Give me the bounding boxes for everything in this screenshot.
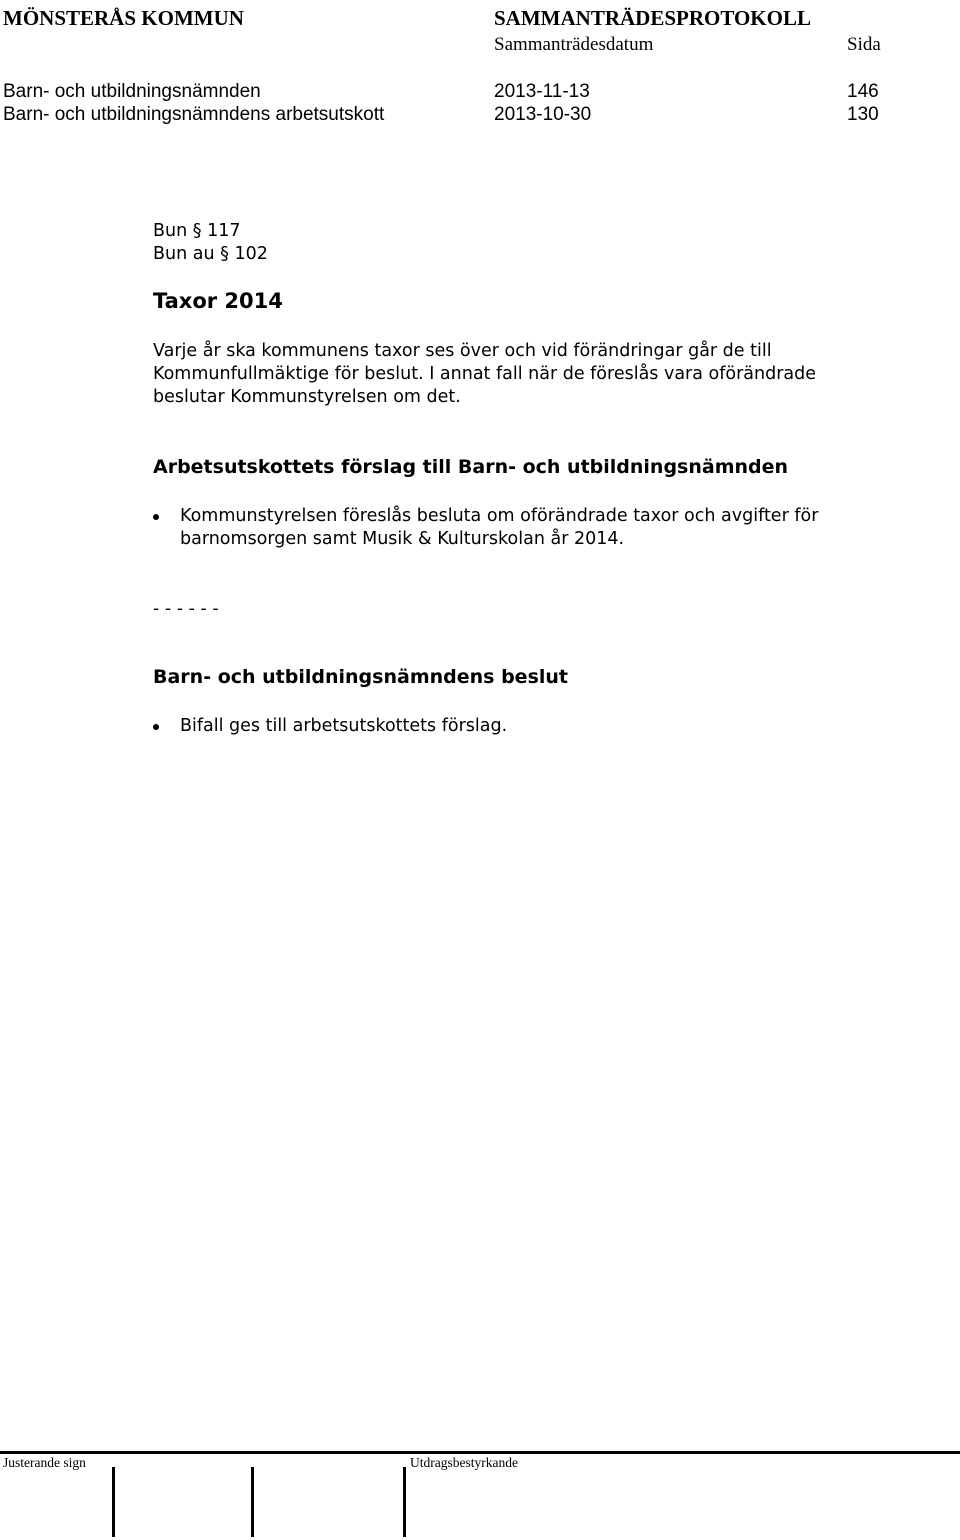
item-title: Taxor 2014: [153, 289, 283, 313]
paragraph-line: beslutar Kommunstyrelsen om det.: [153, 387, 461, 407]
document-type: SAMMANTRÄDESPROTOKOLL: [494, 6, 811, 30]
paragraph-line: Varje år ska kommunens taxor ses över och vid förändringar går de till: [153, 341, 772, 361]
page-column-label: Sida: [847, 34, 881, 55]
signature-box-divider: [403, 1467, 406, 1537]
section-separator: - - - - - -: [153, 599, 219, 619]
utdragsbestyrkande-label: Utdragsbestyrkande: [410, 1455, 518, 1470]
meeting-body: Barn- och utbildningsnämndens arbetsutskott: [3, 104, 385, 125]
meeting-date: 2013-10-30: [494, 104, 592, 125]
page-number: 130: [847, 104, 879, 125]
intro-paragraph: [153, 340, 816, 409]
bullet-line: barnomsorgen samt Musik & Kulturskolan år 2014.: [180, 529, 625, 549]
signature-box-divider: [251, 1467, 254, 1537]
decision-heading: Barn- och utbildningsnämndens beslut: [153, 666, 568, 688]
municipality-name: MÖNSTERÅS KOMMUN: [3, 6, 244, 30]
paragraph-reference-bun: Bun § 117: [153, 221, 241, 241]
signature-divider: [0, 1451, 960, 1454]
justerande-sign-label: Justerande sign: [3, 1455, 86, 1470]
signature-box-divider: [112, 1467, 115, 1537]
bullet-line: Kommunstyrelsen föreslås besluta om oförändrade taxor och avgifter för: [180, 506, 819, 526]
proposal-heading: Arbetsutskottets förslag till Barn- och utbildningsnämnden: [153, 456, 789, 478]
meeting-body: Barn- och utbildningsnämnden: [3, 81, 261, 102]
bullet-icon: [153, 724, 159, 730]
paragraph-reference-bun-au: Bun au § 102: [153, 244, 268, 264]
meeting-date: 2013-11-13: [494, 81, 590, 102]
bullet-text: Bifall ges till arbetsutskottets förslag.: [180, 716, 508, 736]
paragraph-line: Kommunfullmäktige för beslut. I annat fall när de föreslås vara oförändrade: [153, 364, 817, 384]
bullet-icon: [153, 514, 159, 520]
bullet-text: [180, 505, 818, 551]
page-number: 146: [847, 81, 879, 102]
date-column-label: Sammanträdesdatum: [494, 34, 654, 55]
